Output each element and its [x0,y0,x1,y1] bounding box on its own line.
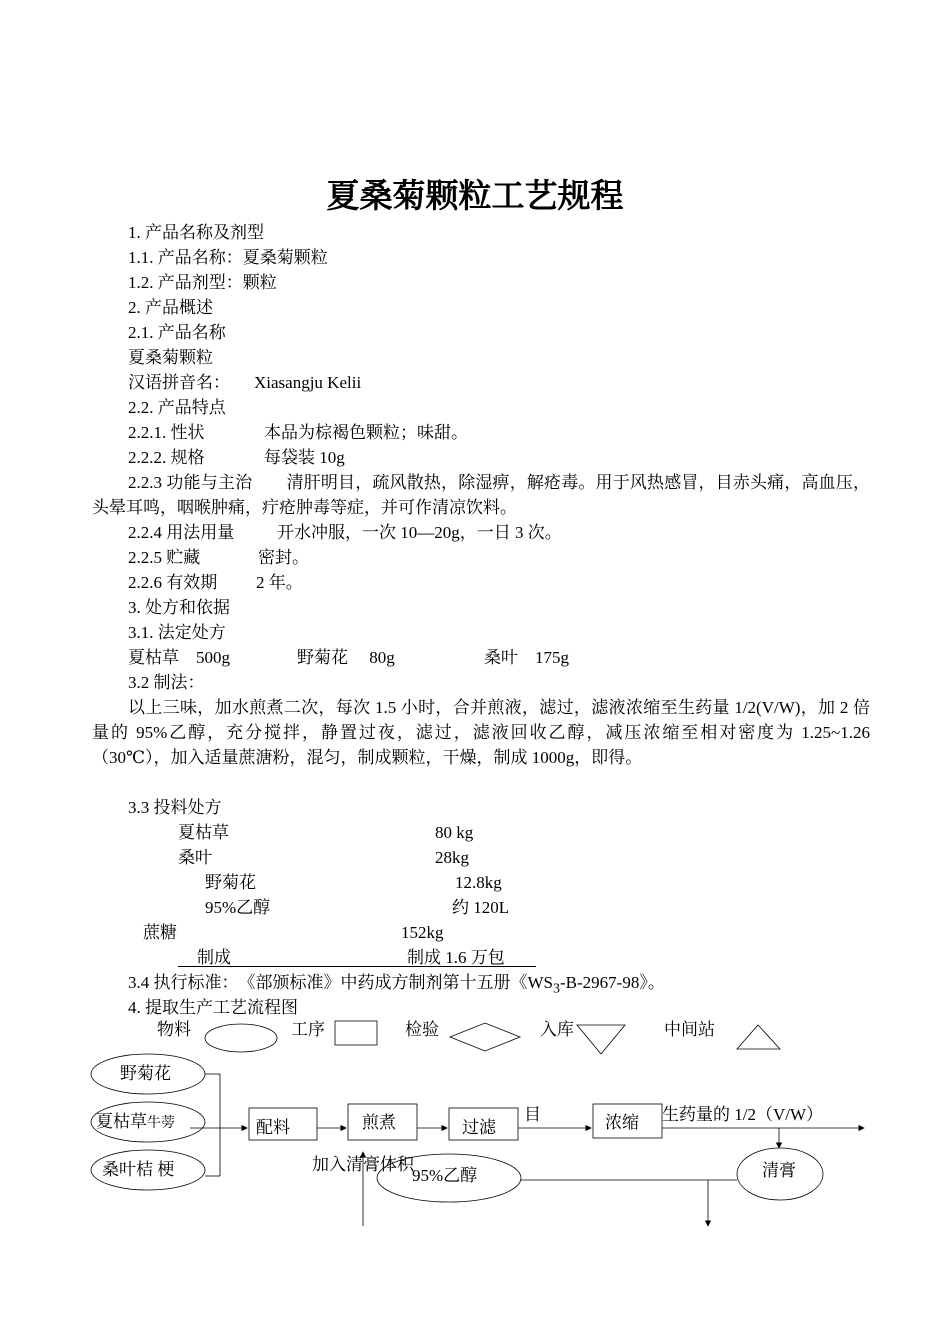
batch-item-name: 95%乙醇 [205,898,271,917]
material-label: 夏枯草牛蒡 [96,1112,175,1131]
storage-label: 2.2.5 贮藏 [128,548,201,567]
prescription-item: 桑叶 175g [484,648,569,667]
process-label-concentrate: 浓缩 [605,1113,639,1132]
section-3-heading: 3. 处方和依据 [128,598,230,617]
dosage-form-line: 1.2. 产品剂型：颗粒 [128,273,277,292]
spec-value: 每袋装 10g [264,448,345,467]
legend-intermediate-shape [737,1025,780,1049]
legend-material-label: 物料 [157,1020,191,1039]
section-2-heading: 2. 产品概述 [128,298,213,317]
spec-label: 2.2.2. 规格 [128,448,205,467]
legend-material-shape [205,1024,277,1052]
legend-process-label: 工序 [291,1020,325,1039]
material-label: 野菊花 [120,1064,171,1083]
ethanol-label: 95%乙醇 [412,1166,478,1185]
legend-warehouse-shape [577,1025,625,1054]
batch-item-amount: 12.8kg [455,873,502,892]
product-name-line: 1.1. 产品名称：夏桑菊颗粒 [128,248,328,267]
clear-paste-label: 清膏 [762,1161,796,1180]
appearance-label: 2.2.1. 性状 [128,423,205,442]
batch-item-amount: 28kg [435,848,469,867]
batch-item-amount: 约 120L [452,898,510,917]
shelf-life-value: 2 年。 [256,573,303,592]
process-label-filter: 过滤 [462,1118,496,1137]
indications-paragraph: 2.2.3 功能与主治 清肝明目，疏风散热，除湿痹，解疮毒。用于风热感冒，目赤头痛，高血压，头晕耳鸣，咽喉肿痛，疔疮肿毒等症，并可作清凉饮料。 [92,473,870,517]
add-volume-note: 加入清膏体积 [312,1155,414,1174]
product-name: 夏桑菊颗粒 [128,348,213,367]
section-3-1-heading: 3.1. 法定处方 [128,623,226,642]
storage-value: 密封。 [258,548,309,567]
shelf-life-label: 2.2.6 有效期 [128,573,218,592]
section-4-heading: 4. 提取生产工艺流程图 [128,998,298,1017]
section-3-3-heading: 3.3 投料处方 [128,798,222,817]
batch-item-name: 夏枯草 [178,823,229,842]
batch-item-amount: 80 kg [435,823,474,842]
legend-warehouse-label: 入库 [540,1020,574,1039]
batch-item-amount: 152kg [401,923,444,942]
legend-intermediate-label: 中间站 [664,1020,715,1039]
concentration-note: 生药量的 1/2（V/W） [662,1105,824,1124]
legend-inspection-shape [450,1023,520,1051]
mesh-label: 目 [524,1105,541,1124]
legend-process-shape [335,1021,377,1045]
section-2-2-heading: 2.2. 产品特点 [128,398,226,417]
section-3-2-heading: 3.2 制法： [128,673,205,692]
prescription-item: 夏枯草 500g [128,648,230,667]
process-label-decoct: 煎煮 [362,1113,396,1132]
appearance-value: 本品为棕褐色颗粒；味甜。 [264,423,468,442]
batch-item-name: 桑叶 [178,848,212,867]
standard-line: 3.4 执行标准： 《部颁标准》中药成方制剂第十五册《$WS_3-B-2967-98$》。 [128,973,665,997]
pinyin-label: 汉语拼音名： [128,373,230,392]
process-label-mix: 配料 [256,1118,290,1137]
batch-item-name: 制成 [197,948,231,967]
batch-item-name: 野菊花 [205,873,256,892]
pinyin-value: Xiasangju Kelii [254,373,362,392]
page-title: 夏桑菊颗粒工艺规程 [326,176,624,215]
batch-item-amount: 制成 1.6 万包 [407,948,505,967]
usage-label: 2.2.4 用法用量 [128,523,235,542]
batch-item-name: 蔗糖 [143,923,177,942]
method-paragraph: 以上三味，加水煎煮二次，每次 1.5 小时，合并煎液，滤过，滤液浓缩至生药量 1/2(V/W)，加 2 倍量的 95%乙醇，充分搅拌，静置过夜，滤过，滤液回收乙醇，减压浓缩至相对密度为 1.25~1.26（30℃），加入适量蔗溏粉，混匀，制成颗粒，干燥，制成 1000g，即得。 [92,698,870,767]
usage-value: 开水冲服，一次 10—20g，一日 3 次。 [277,523,562,542]
prescription-item: 野菊花 80g [297,648,395,667]
section-1-heading: 1. 产品名称及剂型 [128,223,264,242]
legend-inspection-label: 检验 [405,1020,439,1039]
material-label: 桑叶桔 梗 [102,1160,175,1179]
section-2-1-heading: 2.1. 产品名称 [128,323,226,342]
